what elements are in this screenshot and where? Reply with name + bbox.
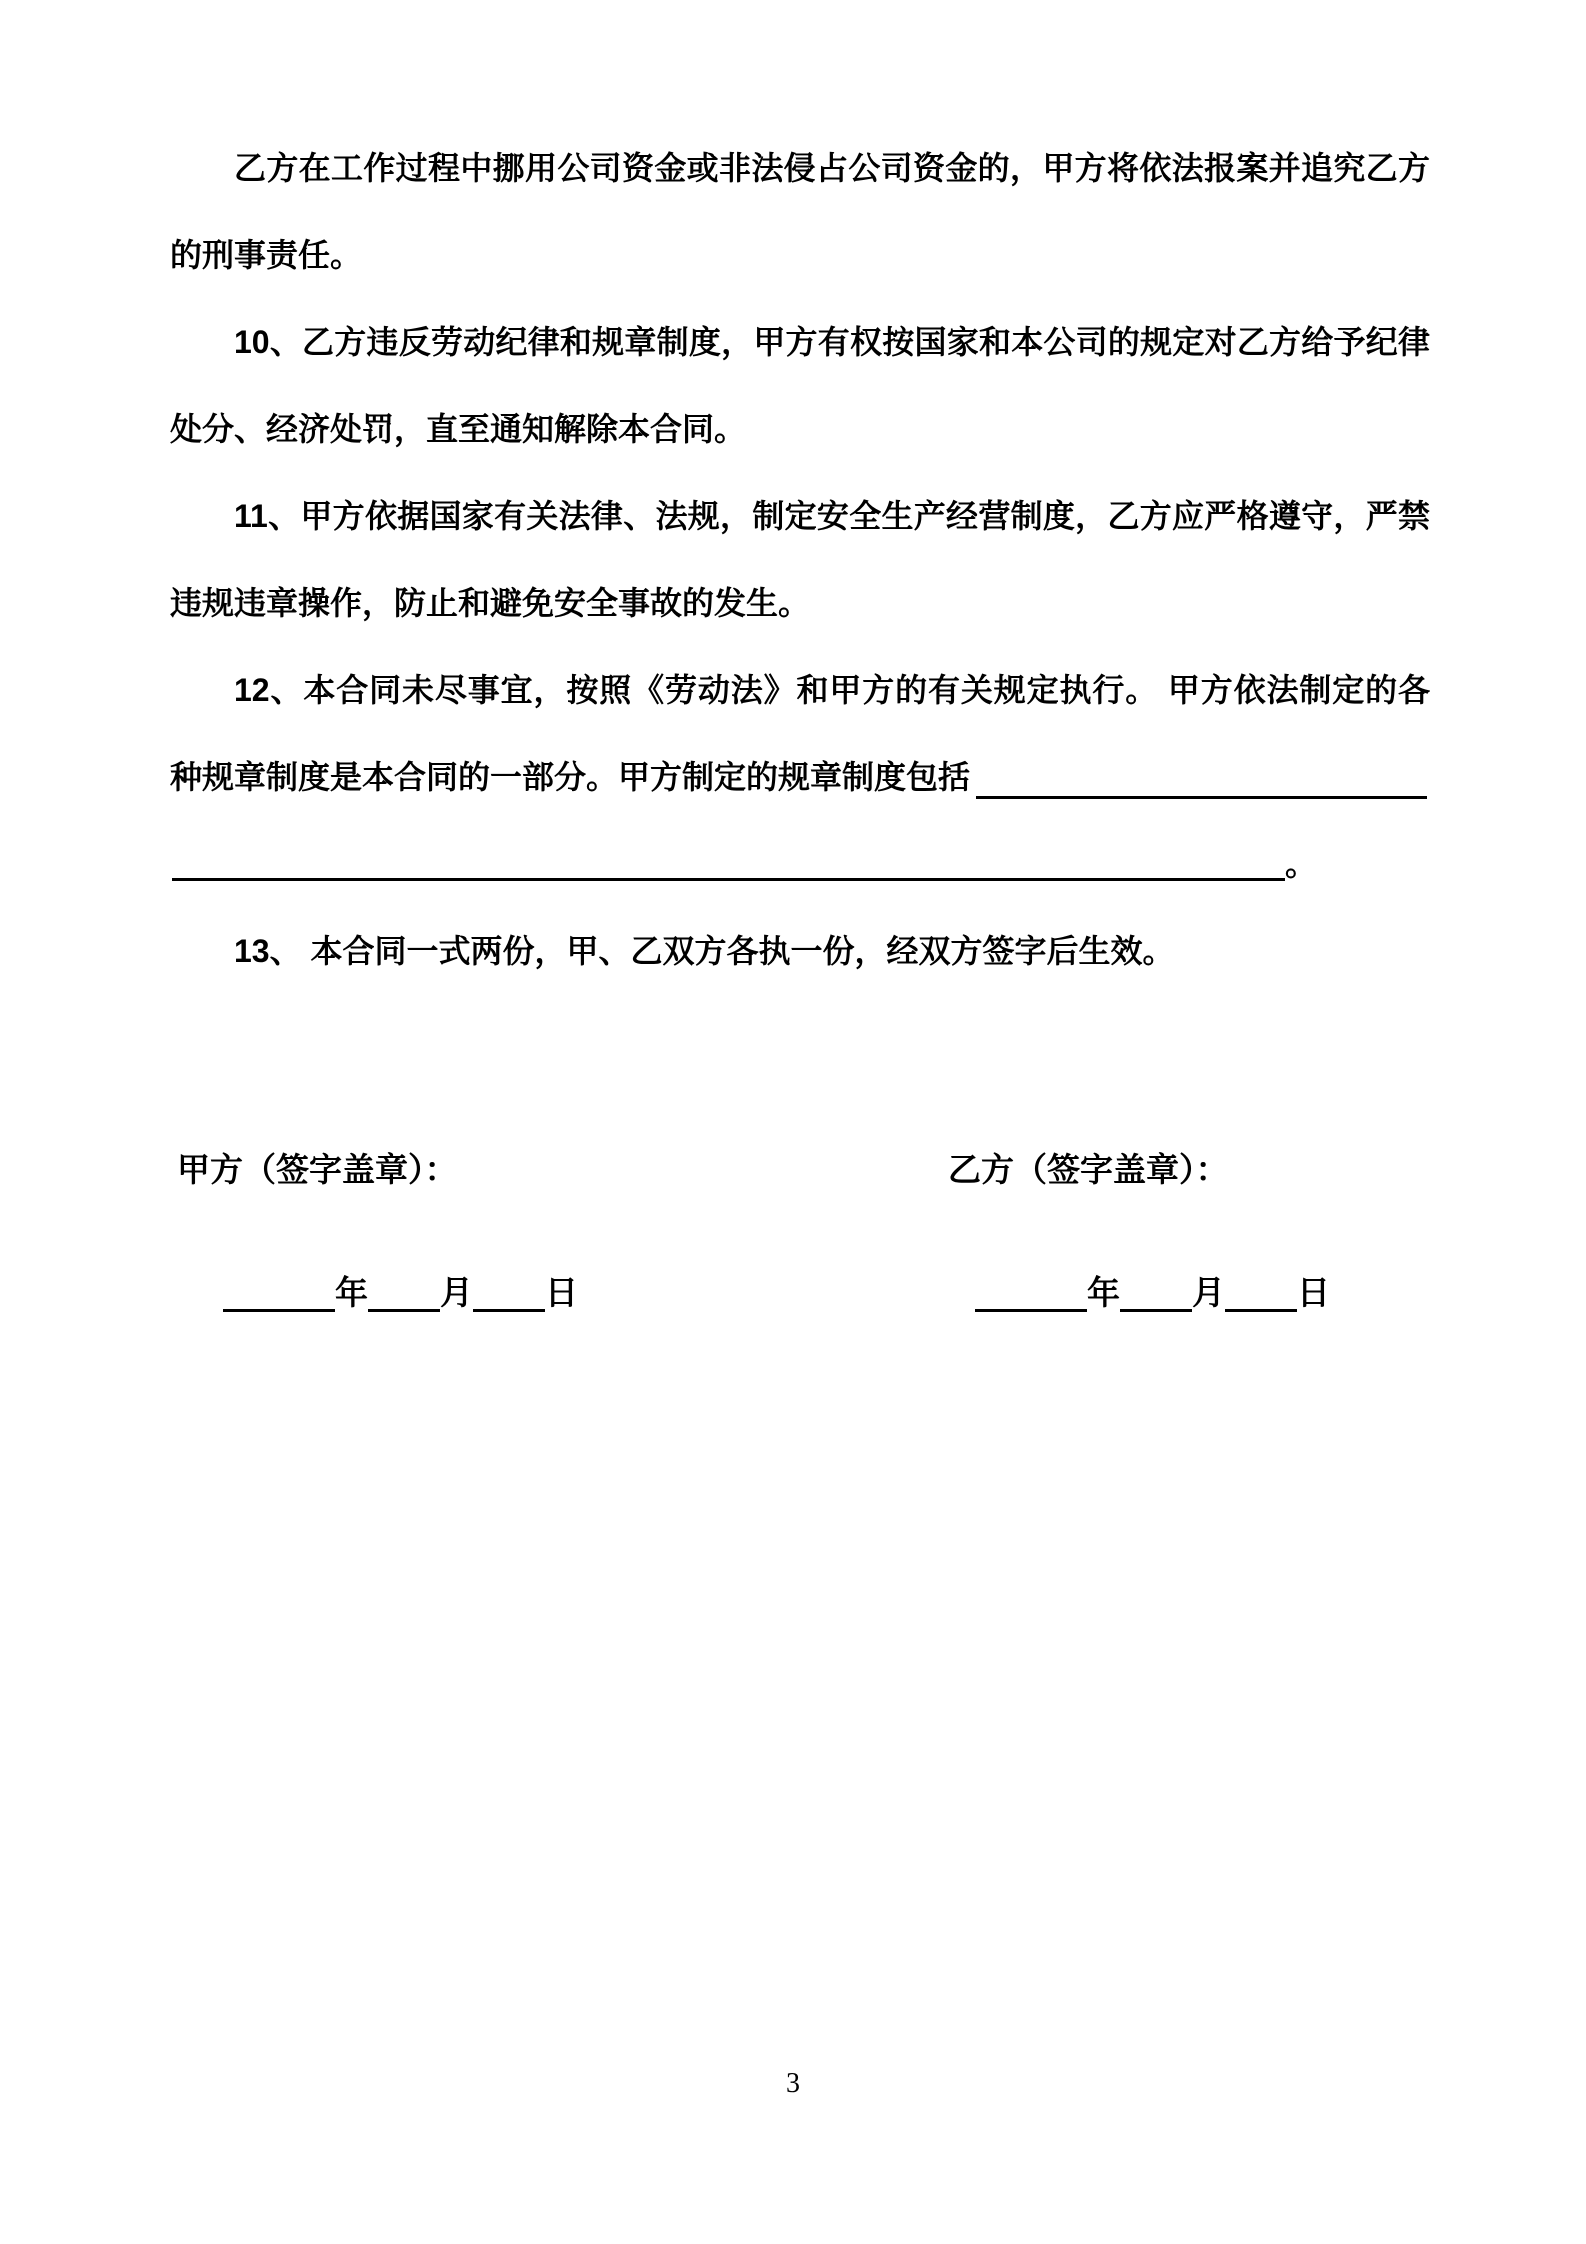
paragraph-clause-13: 13、 本合同一式两份，甲、乙双方各执一份，经双方签字后生效。 [234, 933, 1175, 969]
date-line-party-a [223, 1271, 578, 1315]
party-b-signature-label: 乙方（签字盖章）： [948, 1151, 1229, 1188]
year-label-b: 年 [1087, 1274, 1120, 1311]
month-label-a: 月 [440, 1274, 473, 1311]
date-blank-month-a[interactable] [368, 1307, 440, 1312]
paragraph-clause-9-continuation: 乙方在工作过程中挪用公司资金或非法侵占公司资金的，甲方将依法报案并追究乙方的刑事责任。 [170, 150, 1430, 273]
day-label-a: 日 [545, 1274, 578, 1311]
fill-in-blank-rules-continued-row [170, 821, 1430, 908]
paragraph-clause-12: 12、本合同未尽事宜，按照《劳动法》和甲方的有关规定执行。 甲方依法制定的各种规章制度是本合同的一部分。甲方制定的规章制度包括 [170, 672, 1430, 795]
fill-in-blank-rules[interactable] [976, 796, 1427, 799]
year-label-a: 年 [335, 1274, 368, 1311]
date-line-party-b [975, 1271, 1330, 1315]
fill-in-blank-rules-continued[interactable] [172, 878, 1285, 881]
paragraph-clause-10: 10、乙方违反劳动纪律和规章制度，甲方有权按国家和本公司的规定对乙方给予纪律处分、经济处罚，直至通知解除本合同。 [170, 324, 1430, 447]
date-blank-year-a[interactable] [223, 1307, 335, 1312]
date-blank-day-b[interactable] [1225, 1307, 1297, 1312]
party-a-signature-label: 甲方（签字盖章）： [177, 1151, 458, 1188]
date-blank-day-a[interactable] [473, 1307, 545, 1312]
month-label-b: 月 [1192, 1274, 1225, 1311]
signature-row [170, 1148, 1430, 1192]
page-number: 3 [786, 2068, 800, 2099]
blank-line-terminator: 。 [1285, 846, 1318, 882]
date-row [170, 1271, 1430, 1315]
day-label-b: 日 [1297, 1274, 1330, 1311]
date-blank-month-b[interactable] [1120, 1307, 1192, 1312]
paragraph-clause-11: 11、甲方依据国家有关法律、法规，制定安全生产经营制度，乙方应严格遵守，严禁违规违章操作，防止和避免安全事故的发生。 [170, 498, 1430, 621]
date-blank-year-b[interactable] [975, 1307, 1087, 1312]
paragraph-clause-12-wrap [170, 647, 1430, 821]
contract-body [170, 125, 1430, 1315]
